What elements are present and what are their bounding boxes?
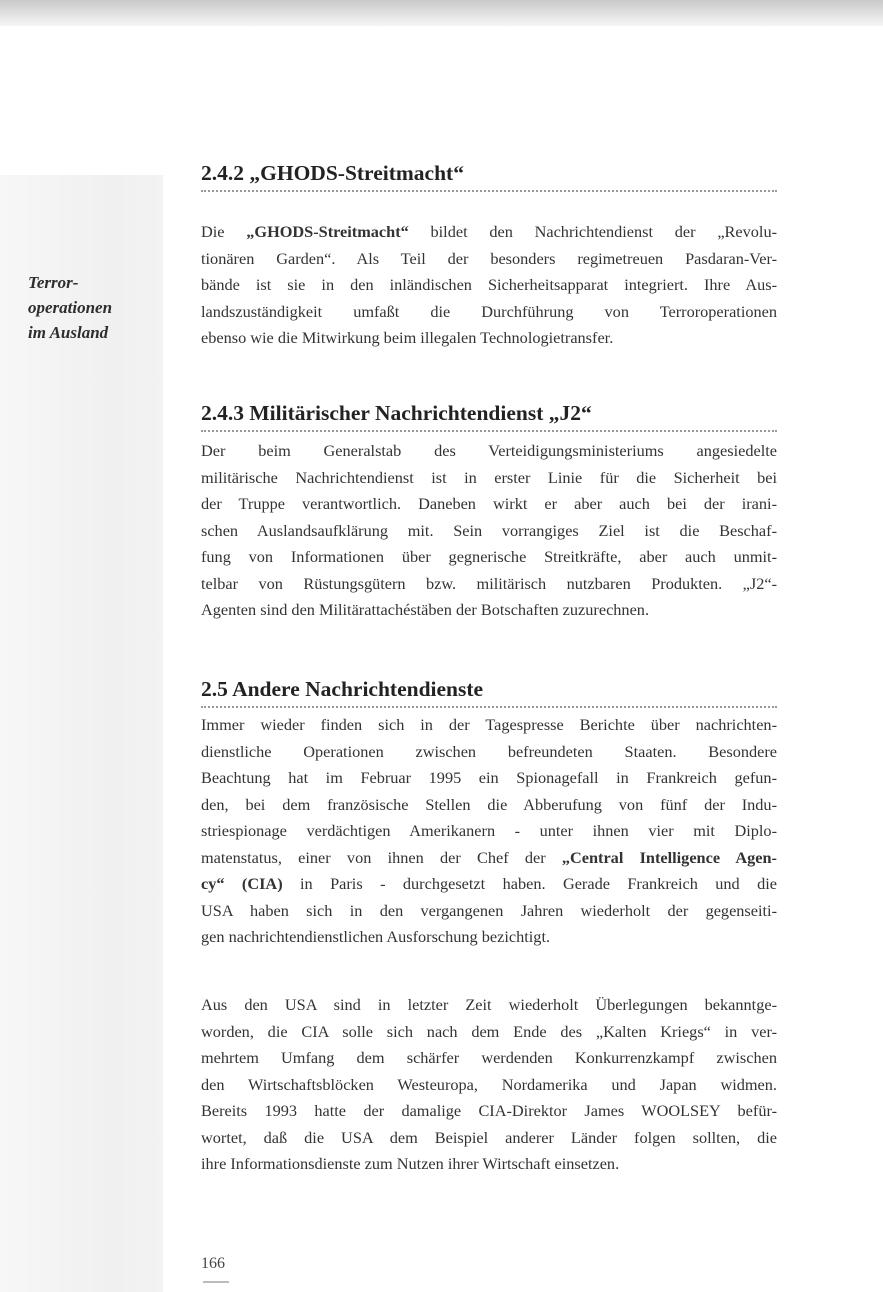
body-paragraph: [201, 992, 777, 1178]
text-line: fung von Informationen über gegnerische Streitkräfte, aber auch unmit-: [201, 547, 777, 566]
text-line: bände ist sie in den inländischen Sicherheitsapparat integriert. Ihre Aus-: [201, 275, 777, 294]
margin-note-line: im Ausland: [28, 323, 109, 342]
page-number: 166: [201, 1255, 225, 1272]
text-line: Die „GHODS-Streitmacht“ bildet den Nachrichtendienst der „Revolu-: [201, 222, 778, 241]
bold-term: „GHODS-Streitmacht“: [246, 222, 409, 241]
text-line: tionären Garden“. Als Teil der besonders regimetreuen Pasdaran-Ver-: [201, 248, 777, 268]
text-line: ihre Informationsdienste zum Nutzen ihrer Wirtschaft einsetzen.: [201, 1154, 620, 1173]
text-line: der Truppe verantwortlich. Daneben wirkt er aber auch bei der irani-: [201, 494, 777, 513]
text-line: mehrtem Umfang dem schärfer werdenden Konkurrenzkampf zwischen: [201, 1048, 777, 1067]
text-line: USA haben sich in den vergangenen Jahren wiederholt der gegenseiti-: [201, 900, 777, 920]
section-paragraph: [201, 219, 777, 352]
section-paragraph: [201, 438, 777, 624]
text-line: den, bei dem französische Stellen die Abberufung von fünf der Indu-: [201, 794, 777, 814]
text-line: landszuständigkeit umfaßt die Durchführung von Terroroperationen: [201, 301, 777, 321]
bold-term: „Central Intelligence Agen-: [561, 847, 777, 867]
section-heading-2-4-2: 2.4.2 „GHODS-Streitmacht“: [201, 160, 777, 192]
page-number-rule: [203, 1281, 229, 1283]
text-line: Bereits 1993 hatte der damalige CIA-Direktor James WOOLSEY befür-: [201, 1101, 777, 1120]
text-line: Immer wieder finden sich in der Tagespresse Berichte über nachrichten-: [201, 715, 777, 734]
text-line: Agenten sind den Militärattachéstäben der Botschaften zuzurechnen.: [201, 600, 650, 619]
text-line: militärische Nachrichtendienst ist in erster Linie für die Sicherheit bei: [201, 467, 777, 487]
page-top-edge: [0, 0, 883, 26]
text-line: matenstatus, einer von ihnen der Chef der „Central Intelligence Agen-: [201, 847, 777, 867]
margin-note-line: operationen: [28, 298, 113, 317]
text-line: Aus den USA sind in letzter Zeit wiederholt Überlegungen bekanntge-: [201, 995, 777, 1014]
section-paragraph: [201, 712, 777, 951]
text-line: Der beim Generalstab des Verteidigungsministeriums angesiedelte: [201, 441, 777, 460]
text-line: Beachtung hat im Februar 1995 ein Spionagefall in Frankreich gefun-: [201, 768, 777, 787]
text-line: gen nachrichtendienstlichen Ausforschung bezichtigt.: [201, 927, 551, 946]
text-line: den Wirtschaftsblöcken Westeuropa, Nordamerika und Japan widmen.: [201, 1074, 777, 1094]
section-heading-2-4-3: 2.4.3 Militärischer Nachrichtendienst „J2“: [201, 400, 777, 432]
text-line: telbar von Rüstungsgütern bzw. militärisch nutzbaren Produkten. „J2“-: [201, 573, 777, 593]
text-line: worden, die CIA solle sich nach dem Ende des „Kalten Kriegs“ in ver-: [201, 1021, 777, 1041]
text-line: wortet, daß die USA dem Beispiel anderer Länder folgen sollten, die: [201, 1127, 777, 1147]
text-line: dienstliche Operationen zwischen befreundeten Staaten. Besondere: [201, 741, 777, 761]
bold-term: cy“ (CIA): [201, 874, 283, 893]
text-line: cy“ (CIA) in Paris - durchgesetzt haben. Gerade Frankreich und die: [201, 874, 777, 893]
text-line: schen Auslandsaufklärung mit. Sein vorrangiges Ziel ist die Beschaf-: [201, 520, 777, 540]
text-line: ebenso wie die Mitwirkung beim illegalen Technologietransfer.: [201, 328, 614, 347]
text-line: striespionage verdächtigen Amerikanern - unter ihnen vier mit Diplo-: [201, 821, 777, 840]
margin-note: [28, 270, 158, 345]
margin-note-line: Terror-: [28, 273, 79, 292]
section-heading-2-5: 2.5 Andere Nachrichtendienste: [201, 676, 777, 708]
